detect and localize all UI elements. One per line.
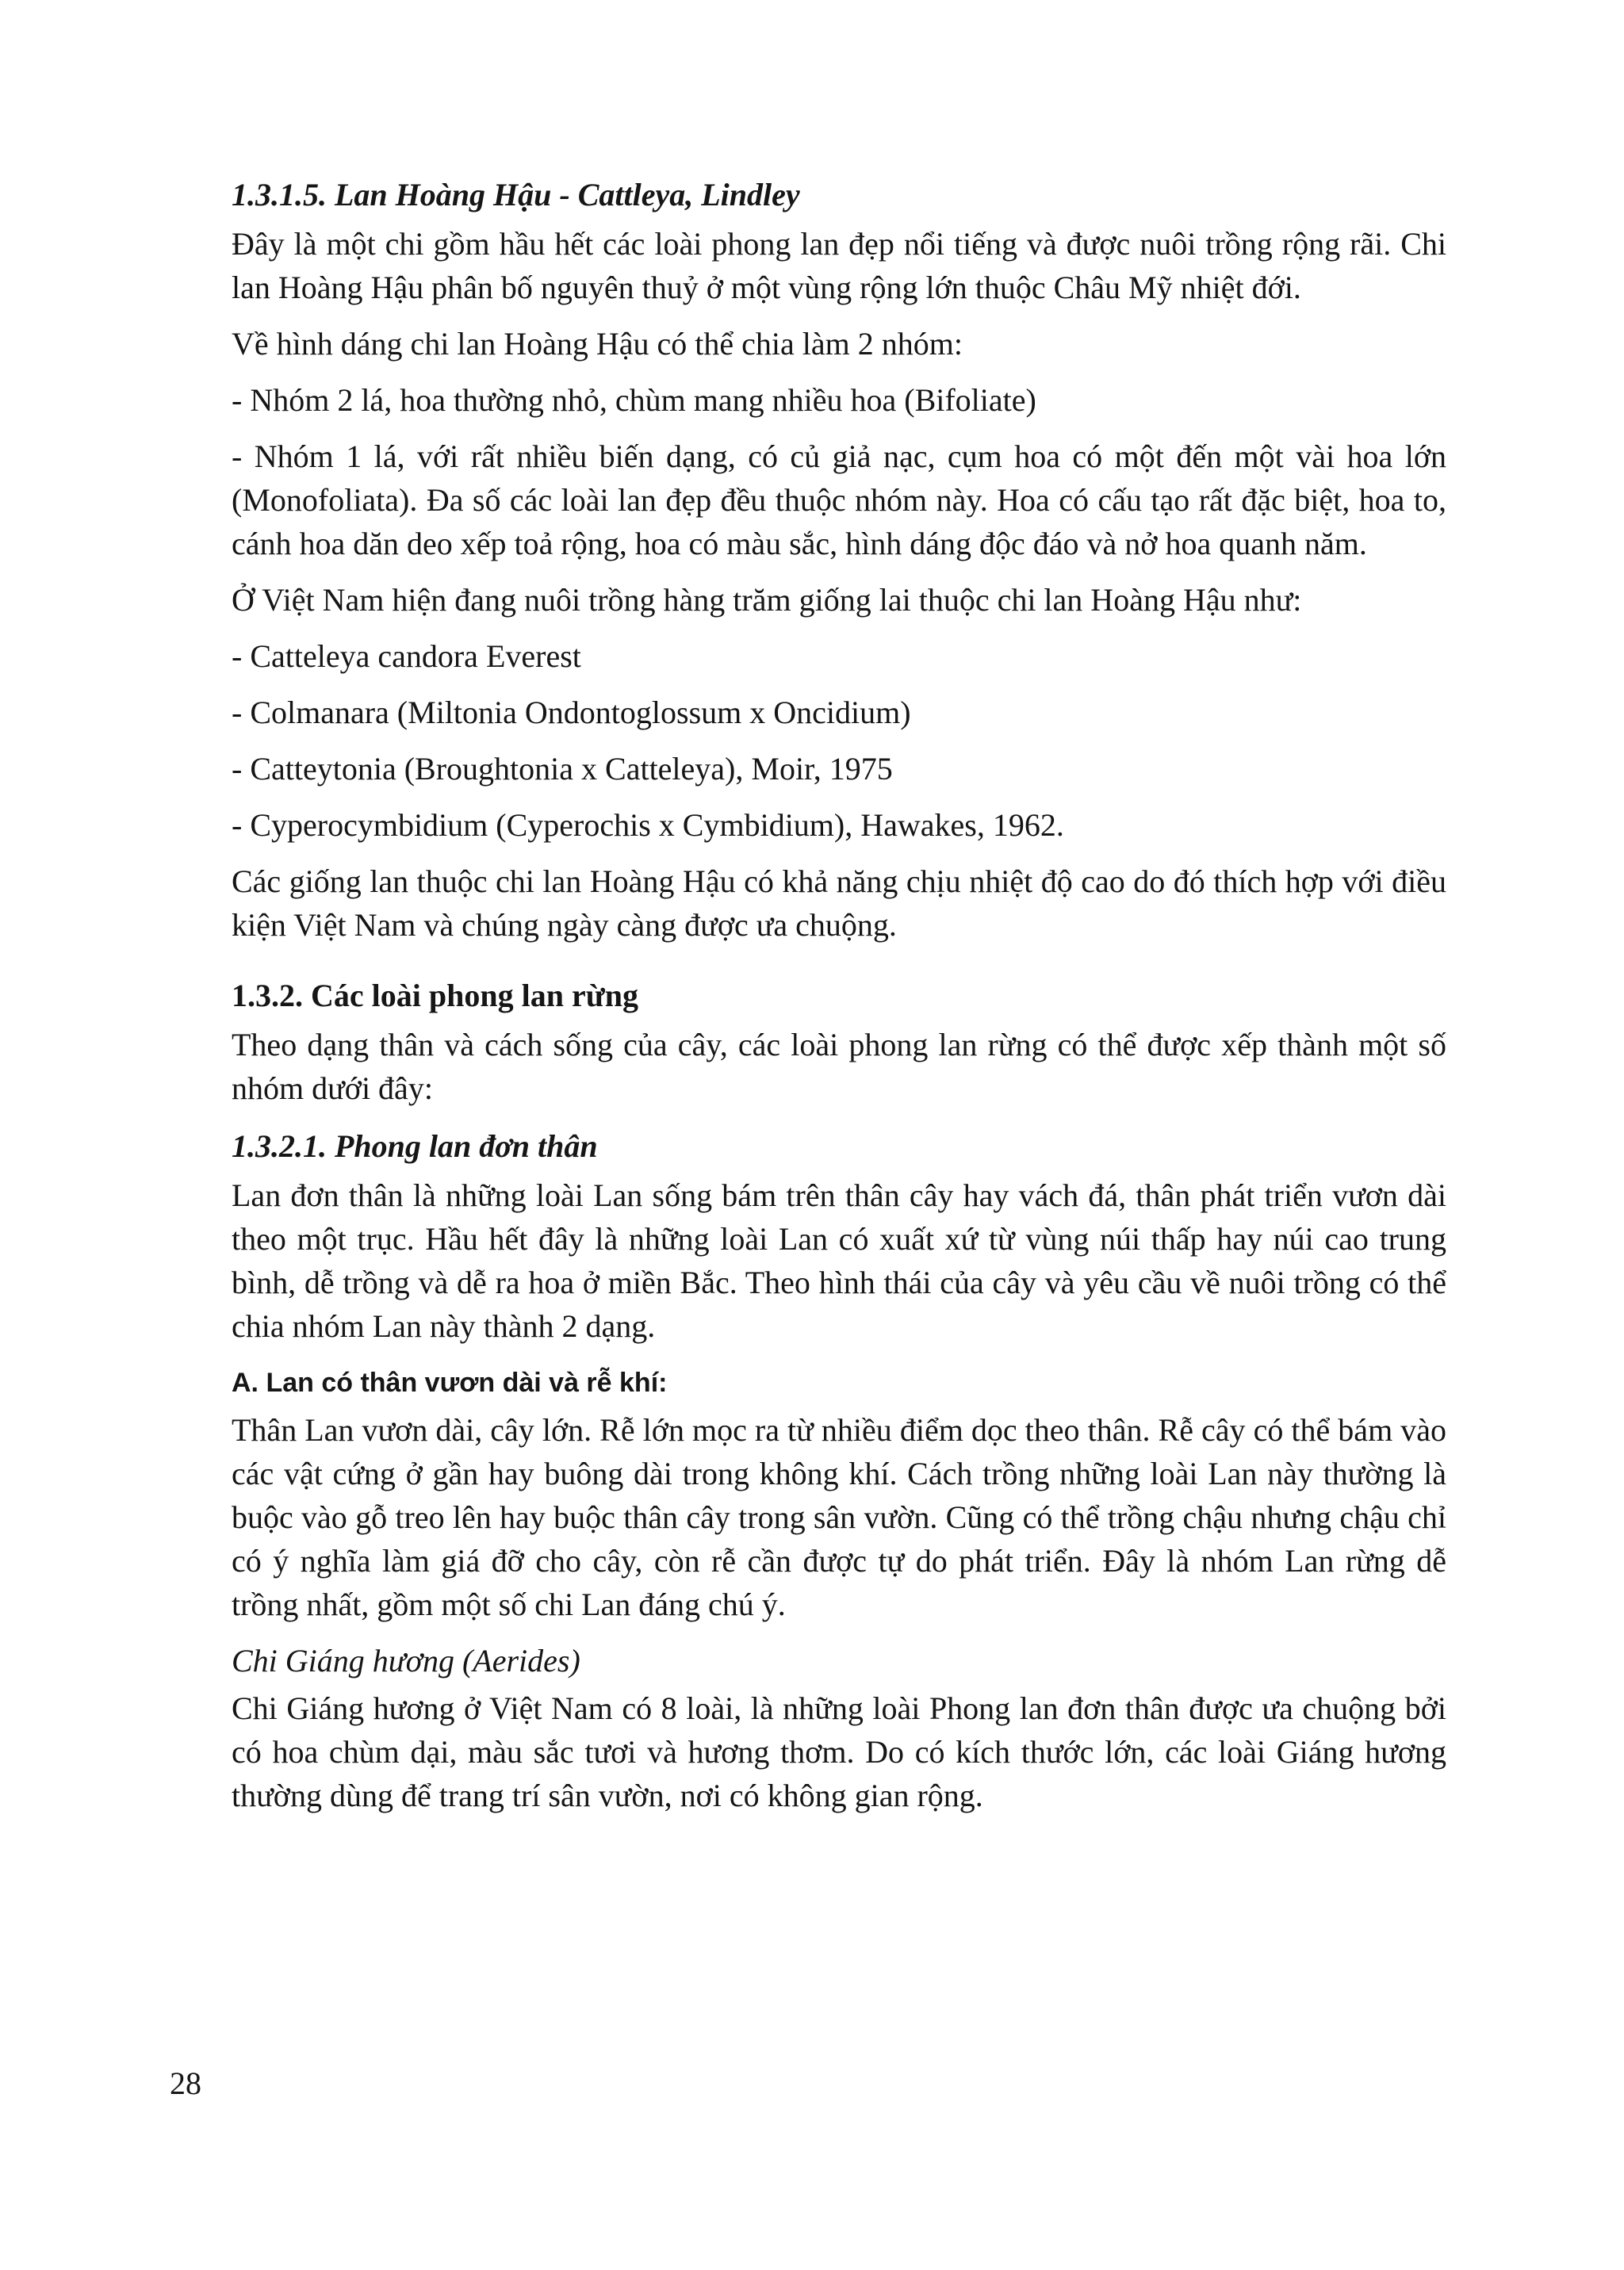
list-item-group-1: - Nhóm 2 lá, hoa thường nhỏ, chùm mang nhiều hoa (Bifoliate)	[232, 382, 1036, 418]
section-heading-132: 1.3.2. Các loài phong lan rừng	[232, 978, 638, 1013]
page-content	[232, 173, 1446, 1830]
paragraph: Ở Việt Nam hiện đang nuôi trồng hàng trăm giống lai thuộc chi lan Hoàng Hậu như:	[232, 582, 1302, 618]
paragraph: Các giống lan thuộc chi lan Hoàng Hậu có khả năng chịu nhiệt độ cao do đó thích hợp với điều kiện Việt Nam và chúng ngày càng được ưa chuộng.	[232, 863, 1446, 943]
subsection-heading-a: A. Lan có thân vươn dài và rễ khí:	[232, 1368, 668, 1398]
genus-heading-aerides: Chi Giáng hương (Aerides)	[232, 1643, 580, 1679]
list-item-group-2: - Nhóm 1 lá, với rất nhiều biến dạng, có củ giả nạc, cụm hoa có một đến một vài hoa lớn (Monofoliata). Đa số các loài lan đẹp đều thuộc nhóm này. Hoa có cấu tạo rất đặc biệt, hoa to, cánh hoa dăn deo xếp toả rộng, hoa có màu sắc, hình dáng độc đáo và nở hoa quanh năm.	[232, 438, 1446, 561]
hybrid-list-item: - Cyperocymbidium (Cyperochis x Cymbidium), Hawakes, 1962.	[232, 807, 1064, 843]
page-number: 28	[170, 2065, 201, 2101]
hybrid-list-item: - Catteleya candora Everest	[232, 638, 581, 674]
section-heading-1315: 1.3.1.5. Lan Hoàng Hậu - Cattleya, Lindley	[232, 177, 800, 212]
paragraph: Lan đơn thân là những loài Lan sống bám trên thân cây hay vách đá, thân phát triển vươn dài theo một trục. Hầu hết đây là những loài Lan có xuất xứ từ vùng núi thấp hay núi cao trung bình, dễ trồng và dễ ra hoa ở miền Bắc. Theo hình thái của cây và yêu cầu về nuôi trồng có thể chia nhóm Lan này thành 2 dạng.	[232, 1177, 1446, 1344]
paragraph: Theo dạng thân và cách sống của cây, các loài phong lan rừng có thể được xếp thành một số nhóm dưới đây:	[232, 1027, 1446, 1106]
paragraph: Thân Lan vươn dài, cây lớn. Rễ lớn mọc ra từ nhiều điểm dọc theo thân. Rễ cây có thể bám vào các vật cứng ở gần hay buông dài trong không khí. Cách trồng những loài Lan này thường là buộc vào gỗ treo lên hay buộc thân cây trong sân vườn. Cũng có thể trồng chậu nhưng chậu chỉ có ý nghĩa làm giá đỡ cho cây, còn rễ cần được tự do phát triển. Đây là nhóm Lan rừng dễ trồng nhất, gồm một số chi Lan đáng chú ý.	[232, 1412, 1446, 1622]
paragraph: Về hình dáng chi lan Hoàng Hậu có thể chia làm 2 nhóm:	[232, 326, 963, 362]
paragraph: Đây là một chi gồm hầu hết các loài phong lan đẹp nổi tiếng và được nuôi trồng rộng rãi. Chi lan Hoàng Hậu phân bố nguyên thuỷ ở một vùng rộng lớn thuộc Châu Mỹ nhiệt đới.	[232, 226, 1446, 305]
section-heading-1321: 1.3.2.1. Phong lan đơn thân	[232, 1128, 598, 1164]
paragraph: Chi Giáng hương ở Việt Nam có 8 loài, là những loài Phong lan đơn thân được ưa chuộng bởi có hoa chùm dại, màu sắc tươi và hương thơm. Do có kích thước lớn, các loài Giáng hương thường dùng để trang trí sân vườn, nơi có không gian rộng.	[232, 1690, 1446, 1813]
hybrid-list-item: - Catteytonia (Broughtonia x Catteleya), Moir, 1975	[232, 751, 893, 787]
hybrid-list-item: - Colmanara (Miltonia Ondontoglossum x Oncidium)	[232, 695, 911, 730]
